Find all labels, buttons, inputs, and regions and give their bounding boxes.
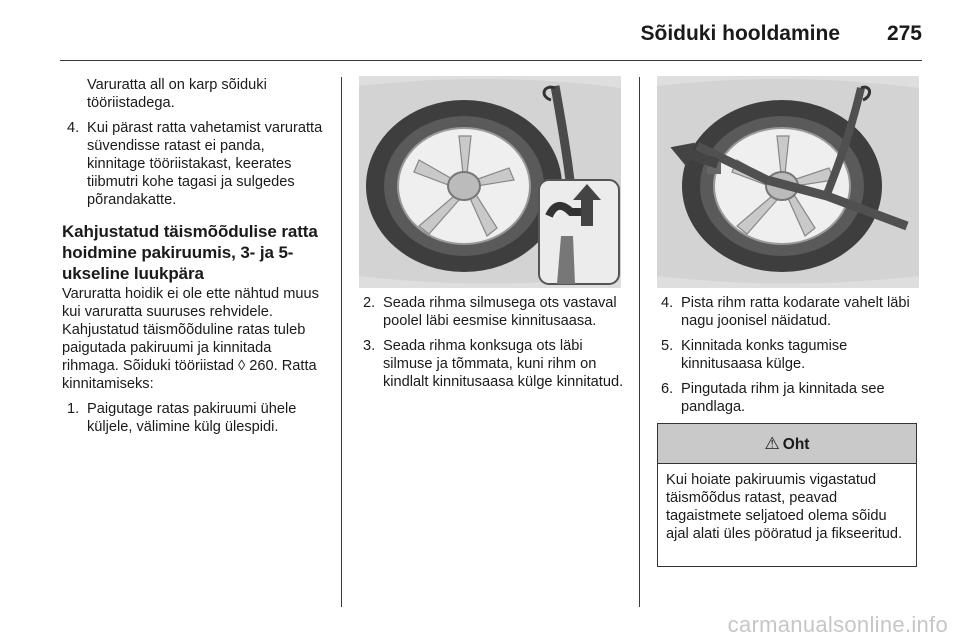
warning-text: Kui hoiate pakiruumis vigastatud täismõõdus ratast, peavad tagaistmete seljatoed olema sõidu ajal alati üles pööratud ja fikseeritud. xyxy=(666,472,903,542)
step-text: Kinnitada konks tagumise kinnitusaasa külge. xyxy=(681,338,848,372)
warning-header xyxy=(658,424,916,464)
illustration-strap-hook xyxy=(359,76,621,288)
body-text-main: Varuratta hoidik ei ole ette nähtud muus kui varuratta suuruses rehvidele. Kahjustatud täismõõduline ratas tuleb paigutada pakiruumi ja kinnitada rihmaga. Sõiduki tööriistad xyxy=(62,286,319,374)
spare-wheel-strap-drawing xyxy=(359,76,621,288)
step-text: Paigutage ratas pakiruumi ühele küljele, välimine külg ülespidi. xyxy=(87,401,297,435)
step-number: 3. xyxy=(363,338,376,354)
warning-triangle-icon: ⚠ xyxy=(764,434,780,453)
step-number: 4. xyxy=(67,120,80,136)
page-ref-text: 260. Ratta kinnitamiseks: xyxy=(62,358,317,392)
text-column-1 xyxy=(62,76,327,436)
step-text: Pista rihm ratta kodarate vahelt läbi nagu joonisel näidatud. xyxy=(681,295,910,329)
step-1 xyxy=(62,400,327,436)
step-6 xyxy=(656,380,921,416)
step-text: Kui pärast ratta vahetamist varuratta süvendisse ratast ei panda, kinnitage tööriistakast, keerates tiibmutri kohe tagasi ja sulgedes põrandakatte. xyxy=(87,120,323,208)
step-4 xyxy=(656,294,921,330)
step-text: Seada rihma silmusega ots vastaval poolel läbi eesmise kinnitusaasa. xyxy=(383,295,617,329)
step-text: Seada rihma konksuga ots läbi silmuse ja tõmmata, kuni rihm on kindlalt kinnitusaasa külge kinnitatud. xyxy=(383,338,624,390)
text-column-2 xyxy=(358,294,626,391)
column-divider-1 xyxy=(341,77,342,607)
warning-title: Oht xyxy=(782,436,810,453)
illustration-strap-through-spokes xyxy=(657,76,919,288)
step-number: 5. xyxy=(661,338,674,354)
step-text: Pingutada rihm ja kinnitada see pandlaga. xyxy=(681,381,885,415)
step-number: 4. xyxy=(661,295,674,311)
intro-text: Varuratta all on karp sõiduki tööriistadega. xyxy=(87,77,267,111)
step-5 xyxy=(656,337,921,373)
step-3 xyxy=(358,337,626,391)
column-divider-2 xyxy=(639,77,640,607)
text-column-3 xyxy=(656,294,921,416)
page-number: 275 xyxy=(886,22,922,45)
step-number: 6. xyxy=(661,381,674,397)
step-2 xyxy=(358,294,626,330)
body-text xyxy=(62,285,327,393)
spare-wheel-strap-drawing xyxy=(657,76,919,288)
warning-box xyxy=(657,423,917,567)
section-title: Sõiduki hooldamine xyxy=(640,22,840,45)
step-number: 1. xyxy=(67,401,80,417)
step-number: 2. xyxy=(363,295,376,311)
section-heading: Kahjustatud täismõõdulise ratta hoidmine pakiruumis, 3- ja 5-ukseline luukpära xyxy=(62,222,318,283)
header-divider xyxy=(60,60,922,61)
watermark: carmanualsonline.info xyxy=(727,612,948,637)
page-ref-icon: ◊ xyxy=(238,358,246,374)
step-4-remove xyxy=(62,119,327,209)
